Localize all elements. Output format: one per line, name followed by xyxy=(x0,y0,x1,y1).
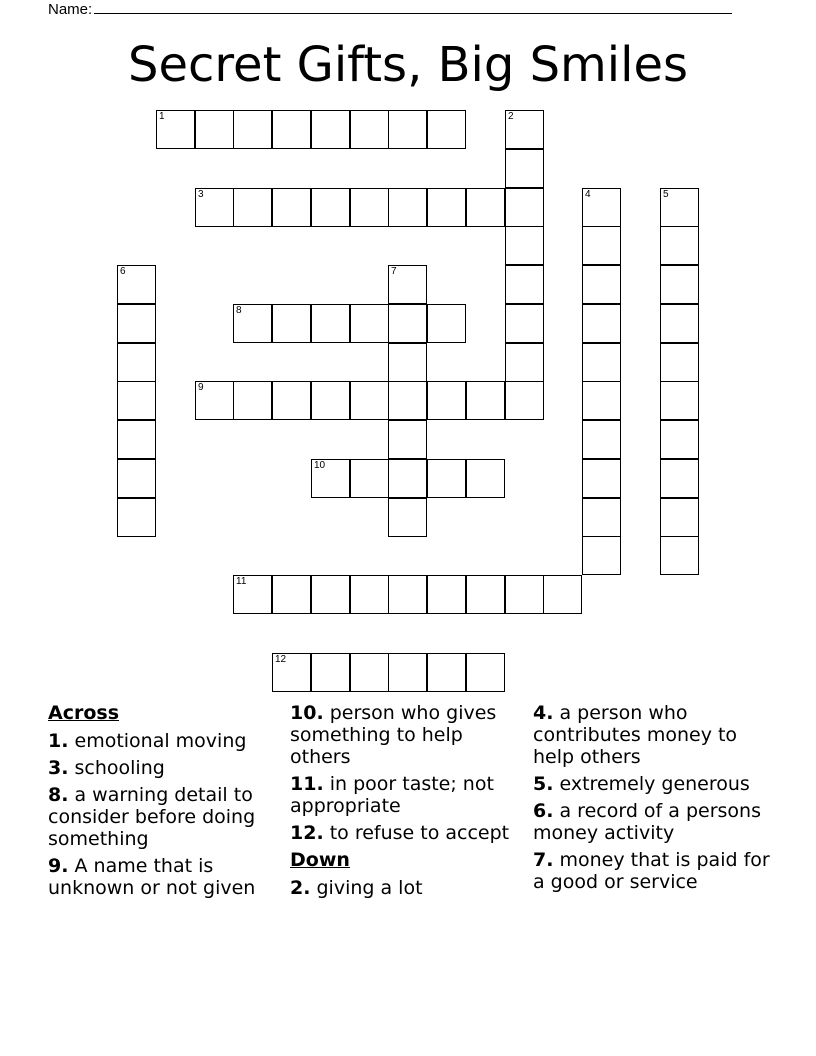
page-title: Secret Gifts, Big Smiles xyxy=(127,37,689,93)
grid-cell[interactable] xyxy=(582,343,621,382)
clue-number: 7 xyxy=(391,266,397,277)
grid-cell[interactable] xyxy=(350,381,389,420)
clue-number: 8 xyxy=(236,305,242,316)
grid-cell[interactable] xyxy=(233,304,272,343)
clue-down-7: 7. money that is paid for a good or service xyxy=(533,849,770,893)
clue-down-4: 4. a person who contributes money to help others xyxy=(533,702,738,768)
grid-cell[interactable] xyxy=(350,110,389,149)
grid-cell[interactable] xyxy=(117,304,156,343)
clue-number: 10 xyxy=(314,460,326,471)
grid-cell[interactable] xyxy=(660,343,699,382)
grid-cell[interactable] xyxy=(582,265,621,304)
grid-cell[interactable] xyxy=(311,575,350,614)
grid-cell[interactable] xyxy=(272,110,311,149)
clue-down-6: 6. a record of a persons money activity xyxy=(533,800,761,844)
clue-across-9: 9. A name that is unknown or not given xyxy=(48,855,256,899)
grid-cell[interactable] xyxy=(660,226,699,265)
grid-cell[interactable] xyxy=(427,304,466,343)
grid-cell[interactable] xyxy=(272,188,311,227)
grid-cell[interactable] xyxy=(388,304,427,343)
grid-cell[interactable] xyxy=(388,459,427,498)
clue-number: 12 xyxy=(275,654,287,665)
grid-cell[interactable] xyxy=(117,265,156,304)
grid-cell[interactable] xyxy=(427,381,466,420)
grid-cell[interactable] xyxy=(582,459,621,498)
grid-cell[interactable] xyxy=(388,188,427,227)
grid-cell[interactable] xyxy=(466,459,505,498)
grid-cell[interactable] xyxy=(582,536,621,575)
grid-cell[interactable] xyxy=(195,110,234,149)
grid-cell[interactable] xyxy=(660,420,699,459)
grid-cell[interactable] xyxy=(388,110,427,149)
grid-cell[interactable] xyxy=(388,498,427,537)
down-heading: Down xyxy=(290,849,350,871)
grid-cell[interactable] xyxy=(388,265,427,304)
grid-cell[interactable] xyxy=(582,226,621,265)
grid-cell[interactable] xyxy=(350,653,389,692)
clue-number: 1 xyxy=(159,111,165,122)
clue-across-8: 8. a warning detail to consider before doing something xyxy=(48,784,256,850)
grid-cell[interactable] xyxy=(582,381,621,420)
grid-cell[interactable] xyxy=(272,304,311,343)
grid-cell[interactable] xyxy=(582,420,621,459)
grid-cell[interactable] xyxy=(195,188,234,227)
grid-cell[interactable] xyxy=(156,110,195,149)
name-label: Name: xyxy=(48,1,93,18)
grid-cell[interactable] xyxy=(582,188,621,227)
across-heading: Across xyxy=(48,702,120,724)
grid-cell[interactable] xyxy=(505,110,544,149)
grid-cell[interactable] xyxy=(505,188,544,227)
clue-down-5: 5. extremely generous xyxy=(533,773,750,795)
clue-number: 9 xyxy=(198,382,204,393)
clue-number: 5 xyxy=(663,189,669,200)
grid-cell[interactable] xyxy=(195,381,234,420)
grid-cell[interactable] xyxy=(117,498,156,537)
grid-cell[interactable] xyxy=(117,420,156,459)
grid-cell[interactable] xyxy=(311,304,350,343)
grid-cell[interactable] xyxy=(505,381,544,420)
grid-cell[interactable] xyxy=(311,188,350,227)
clue-column-3 xyxy=(533,702,783,898)
grid-cell[interactable] xyxy=(272,653,311,692)
grid-cell[interactable] xyxy=(388,420,427,459)
grid-cell[interactable] xyxy=(388,381,427,420)
grid-cell[interactable] xyxy=(233,575,272,614)
clue-across-11: 11. in poor taste; not appropriate xyxy=(290,773,494,817)
clue-across-1: 1. emotional moving xyxy=(48,730,247,752)
clue-down-2: 2. giving a lot xyxy=(290,877,423,899)
grid-cell[interactable] xyxy=(272,575,311,614)
clue-number: 2 xyxy=(508,111,514,122)
clue-column-2 xyxy=(290,702,526,904)
clue-number: 4 xyxy=(585,189,591,200)
grid-cell[interactable] xyxy=(466,575,505,614)
clue-number: 3 xyxy=(198,189,204,200)
grid-cell[interactable] xyxy=(388,653,427,692)
grid-cell[interactable] xyxy=(117,381,156,420)
grid-cell[interactable] xyxy=(272,381,311,420)
grid-cell[interactable] xyxy=(117,343,156,382)
grid-cell[interactable] xyxy=(582,498,621,537)
grid-cell[interactable] xyxy=(388,343,427,382)
grid-cell[interactable] xyxy=(427,575,466,614)
grid-cell[interactable] xyxy=(311,110,350,149)
grid-cell[interactable] xyxy=(660,188,699,227)
grid-cell[interactable] xyxy=(505,265,544,304)
grid-cell[interactable] xyxy=(543,575,582,614)
grid-cell[interactable] xyxy=(350,188,389,227)
grid-cell[interactable] xyxy=(388,575,427,614)
grid-cell[interactable] xyxy=(466,653,505,692)
grid-cell[interactable] xyxy=(350,575,389,614)
clue-number: 11 xyxy=(236,576,247,587)
grid-cell[interactable] xyxy=(466,381,505,420)
grid-cell[interactable] xyxy=(660,265,699,304)
grid-cell[interactable] xyxy=(311,653,350,692)
grid-cell[interactable] xyxy=(660,304,699,343)
grid-cell[interactable] xyxy=(505,226,544,265)
clue-across-3: 3. schooling xyxy=(48,757,165,779)
clue-column-1 xyxy=(48,702,278,904)
grid-cell[interactable] xyxy=(505,575,544,614)
grid-cell[interactable] xyxy=(505,343,544,382)
clue-across-10: 10. person who gives something to help others xyxy=(290,702,497,768)
grid-cell[interactable] xyxy=(660,381,699,420)
grid-cell[interactable] xyxy=(660,459,699,498)
grid-cell[interactable] xyxy=(117,459,156,498)
grid-cell[interactable] xyxy=(582,304,621,343)
grid-cell[interactable] xyxy=(505,304,544,343)
grid-cell[interactable] xyxy=(660,498,699,537)
grid-cell[interactable] xyxy=(466,188,505,227)
grid-cell[interactable] xyxy=(233,110,272,149)
grid-cell[interactable] xyxy=(350,459,389,498)
grid-cell[interactable] xyxy=(505,149,544,188)
grid-cell[interactable] xyxy=(427,188,466,227)
grid-cell[interactable] xyxy=(427,459,466,498)
clue-number: 6 xyxy=(120,266,126,277)
grid-cell[interactable] xyxy=(427,653,466,692)
grid-cell[interactable] xyxy=(427,110,466,149)
grid-cell[interactable] xyxy=(350,304,389,343)
grid-cell[interactable] xyxy=(311,459,350,498)
grid-cell[interactable] xyxy=(233,188,272,227)
clue-across-12: 12. to refuse to accept xyxy=(290,822,510,844)
grid-cell[interactable] xyxy=(660,536,699,575)
grid-cell[interactable] xyxy=(233,381,272,420)
grid-cell[interactable] xyxy=(311,381,350,420)
